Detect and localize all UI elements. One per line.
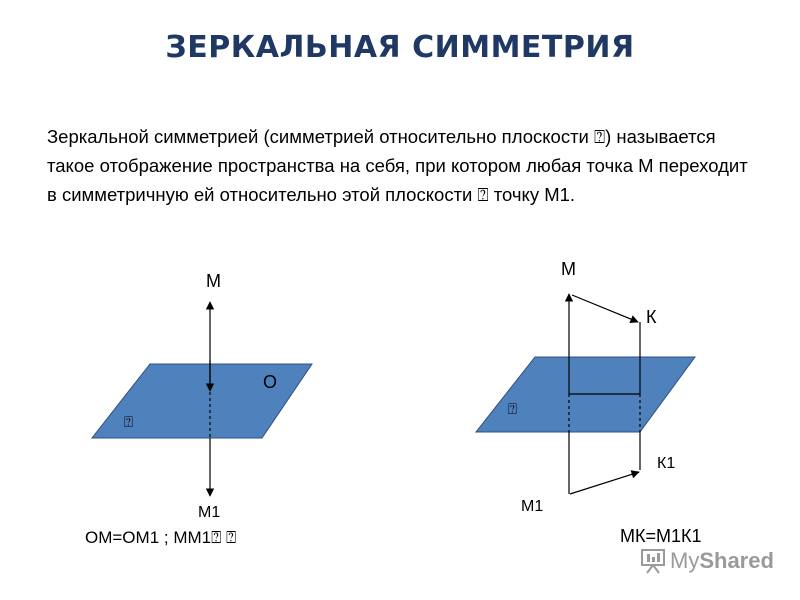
presentation-icon [640,548,666,574]
right-arrow-m1k1 [570,472,639,494]
definition-text: Зеркальной симметрией (симметрией относительно плоскости ⍰) называется такое отображение пространства на себя, при котором любая точка М переходит в симметричную ей относительно этой плоскости ⍰ точку М1. [47,126,748,205]
right-label-m1: М1 [521,498,544,515]
left-label-o: О [263,372,278,392]
left-label-m1: М1 [198,504,221,521]
left-formula: ОМ=ОМ1 ; ММ1⍰ ⍰ [85,528,237,547]
left-label-plane: ⍰ [124,414,134,431]
right-figure [476,259,695,515]
left-figure [92,271,312,521]
slide-title: ЗЕРКАЛЬНАЯ СИММЕТРИЯ [165,30,635,65]
right-label-plane: ⍰ [508,401,518,418]
right-arrow-mk [572,295,638,322]
right-formula: МК=М1К1 [620,526,702,546]
watermark-shared: Shared [699,548,774,573]
right-label-m: М [561,259,576,279]
right-label-k: К [646,307,657,327]
left-label-m: М [206,271,221,291]
watermark-my: My [670,548,700,573]
right-label-k1: К1 [657,455,676,472]
watermark [640,548,774,574]
